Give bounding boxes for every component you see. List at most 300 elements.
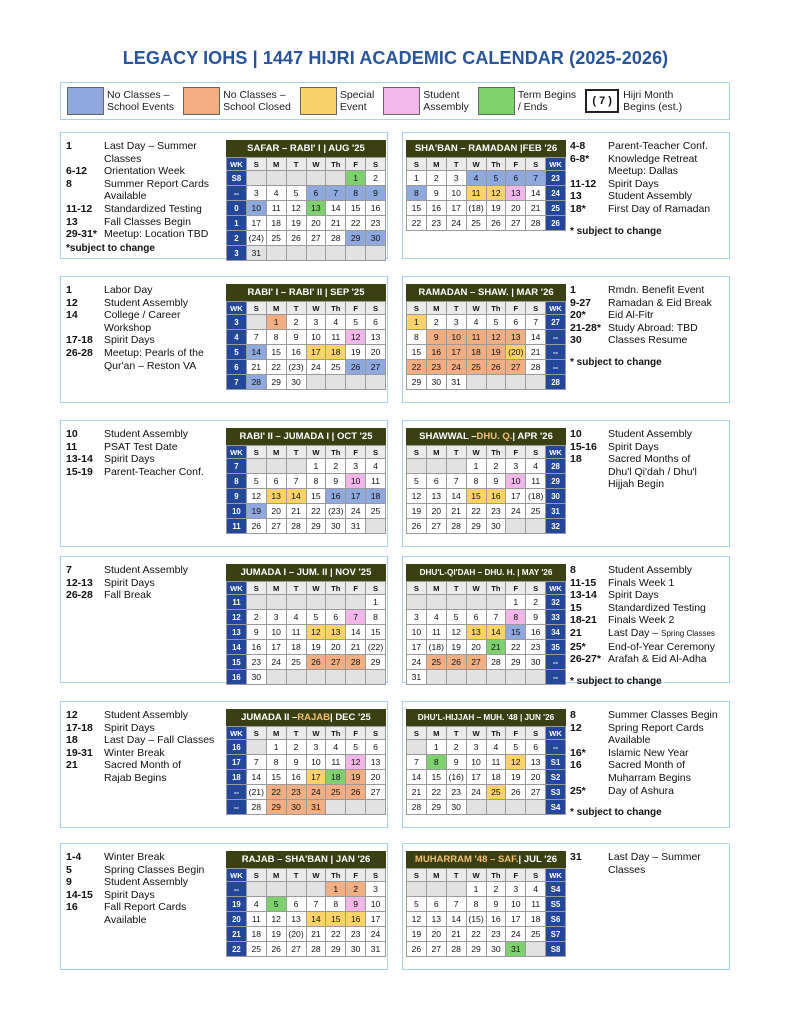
day-cell: 3 <box>446 315 466 330</box>
day-cell: 24 <box>466 785 486 800</box>
week-number: -- <box>227 785 247 800</box>
week-row <box>227 785 386 800</box>
day-cell: 28 <box>407 800 427 815</box>
day-cell: 14 <box>446 912 466 927</box>
day-cell <box>266 459 286 474</box>
month-title: JUMADA II – RAJAB | DEC '25 <box>226 709 386 726</box>
event-item <box>66 759 226 784</box>
week-row <box>227 360 386 375</box>
event-date: 9 <box>66 876 72 889</box>
week-number: 17 <box>227 755 247 770</box>
week-row <box>227 519 386 534</box>
month-calendar <box>406 140 566 231</box>
week-number: 6 <box>227 360 247 375</box>
day-cell: 18 <box>326 770 346 785</box>
day-cell <box>366 375 386 390</box>
legend-swatch <box>67 87 104 115</box>
day-cell <box>286 595 306 610</box>
event-date: 21 <box>570 626 582 639</box>
week-row <box>227 927 386 942</box>
weekday-header: W <box>306 446 326 459</box>
day-cell <box>266 171 286 186</box>
calendar-grid <box>226 581 386 685</box>
weekday-header: S <box>246 446 266 459</box>
day-cell: 7 <box>326 186 346 201</box>
day-cell: 26 <box>486 360 506 375</box>
day-cell: 29 <box>426 800 446 815</box>
day-cell: 28 <box>286 519 306 534</box>
weekday-header-row <box>227 302 386 315</box>
day-cell: 26 <box>446 655 466 670</box>
day-cell: (18) <box>426 640 446 655</box>
week-number: -- <box>546 655 566 670</box>
week-number: 27 <box>546 315 566 330</box>
week-row <box>407 770 566 785</box>
day-cell: 16 <box>526 625 546 640</box>
weekday-header: S <box>366 302 386 315</box>
day-cell: 7 <box>286 474 306 489</box>
day-cell: 29 <box>466 519 486 534</box>
week-number: -- <box>227 882 247 897</box>
event-text: Last Day – Summer Classes <box>608 851 701 876</box>
event-date: 11-12 <box>66 202 93 215</box>
weekday-header: F <box>346 582 366 595</box>
day-cell: 10 <box>366 897 386 912</box>
event-date: 13 <box>66 215 78 228</box>
day-cell: 17 <box>446 201 466 216</box>
day-cell <box>266 670 286 685</box>
day-cell: 14 <box>246 770 266 785</box>
weekday-header: S <box>407 158 427 171</box>
week-row <box>227 912 386 927</box>
week-number: -- <box>546 330 566 345</box>
day-cell <box>426 459 446 474</box>
event-date: 16 <box>66 901 78 914</box>
week-row <box>227 670 386 685</box>
week-number: 23 <box>546 171 566 186</box>
right-event-list <box>570 564 732 688</box>
weekday-header: S <box>526 158 546 171</box>
day-cell: 16 <box>286 770 306 785</box>
event-text: Winter Break <box>104 851 165 863</box>
event-item <box>570 747 732 760</box>
day-cell: 10 <box>446 186 466 201</box>
month-title-highlight: RAJAB <box>297 712 331 723</box>
day-cell: 25 <box>326 785 346 800</box>
day-cell: 11 <box>466 186 486 201</box>
event-text: Summer Report Cards Available <box>104 177 210 203</box>
event-text: Arafah & Eid Al-Adha <box>608 653 707 666</box>
day-cell: 8 <box>506 610 526 625</box>
day-cell: 16 <box>246 640 266 655</box>
day-cell: 24 <box>306 360 326 375</box>
event-text: Spirit Days <box>104 721 155 734</box>
day-cell: 6 <box>466 610 486 625</box>
week-number: 29 <box>546 474 566 489</box>
event-date: 29-31* <box>66 228 97 241</box>
week-number: S5 <box>546 897 566 912</box>
day-cell: 17 <box>306 345 326 360</box>
event-date: 18 <box>66 734 78 747</box>
day-cell: 14 <box>526 330 546 345</box>
calendar-section <box>60 132 730 259</box>
day-cell: 12 <box>346 330 366 345</box>
day-cell: 2 <box>286 315 306 330</box>
day-cell <box>526 670 546 685</box>
day-cell: 13 <box>286 912 306 927</box>
day-cell <box>506 519 526 534</box>
month-calendar <box>406 284 566 390</box>
event-text: Last Day – Summer Classes <box>104 140 197 165</box>
day-cell: 22 <box>266 360 286 375</box>
day-cell <box>486 800 506 815</box>
day-cell: 25 <box>466 360 486 375</box>
day-cell: 5 <box>246 474 266 489</box>
event-date: 14 <box>66 309 78 322</box>
day-cell: 14 <box>486 625 506 640</box>
day-cell: 9 <box>366 186 386 201</box>
event-text: Study Abroad: TBD <box>608 321 698 334</box>
week-number: -- <box>227 800 247 815</box>
day-cell <box>426 882 446 897</box>
day-cell: 13 <box>466 625 486 640</box>
day-cell <box>407 740 427 755</box>
day-cell: 21 <box>346 640 366 655</box>
day-cell: (21) <box>246 785 266 800</box>
event-item <box>66 577 226 590</box>
day-cell: 19 <box>346 770 366 785</box>
day-cell: 31 <box>446 375 466 390</box>
event-date: 8 <box>570 564 576 576</box>
event-date: 1 <box>570 284 576 296</box>
week-number: 14 <box>227 640 247 655</box>
day-cell: 6 <box>366 740 386 755</box>
day-cell: 12 <box>506 755 526 770</box>
day-cell: 8 <box>306 474 326 489</box>
day-cell <box>346 246 366 261</box>
day-cell: 12 <box>246 489 266 504</box>
weekday-header: M <box>266 302 286 315</box>
day-cell: 23 <box>366 216 386 231</box>
day-cell <box>526 800 546 815</box>
week-row <box>407 519 566 534</box>
day-cell: 14 <box>526 186 546 201</box>
week-number: 32 <box>546 595 566 610</box>
event-item <box>66 228 226 241</box>
day-cell: 17 <box>266 640 286 655</box>
day-cell: 17 <box>346 489 366 504</box>
day-cell: 9 <box>426 330 446 345</box>
week-row <box>227 231 386 246</box>
weekday-header: WK <box>546 727 566 740</box>
event-date: 16* <box>570 746 586 759</box>
week-number: 34 <box>546 625 566 640</box>
day-cell: 10 <box>506 474 526 489</box>
day-cell: 21 <box>246 360 266 375</box>
day-cell: 26 <box>506 785 526 800</box>
day-cell: 25 <box>286 655 306 670</box>
calendar-grid <box>226 726 386 815</box>
event-text: Spirit Days <box>104 334 155 347</box>
day-cell <box>506 800 526 815</box>
day-cell: 15 <box>407 345 427 360</box>
weekday-header-row <box>227 158 386 171</box>
event-item <box>570 759 732 784</box>
day-cell: 12 <box>286 201 306 216</box>
day-cell: 25 <box>366 504 386 519</box>
day-cell <box>466 595 486 610</box>
weekday-header: S <box>366 158 386 171</box>
week-row <box>407 942 566 957</box>
day-cell: 30 <box>486 942 506 957</box>
event-text: Spirit Days <box>104 888 155 901</box>
day-cell: 30 <box>286 375 306 390</box>
weekday-header: Th <box>326 727 346 740</box>
event-item <box>66 453 226 466</box>
event-item <box>570 334 732 347</box>
week-number: 9 <box>227 489 247 504</box>
day-cell <box>246 882 266 897</box>
day-cell: 14 <box>407 770 427 785</box>
day-cell: 4 <box>466 171 486 186</box>
weekday-header: M <box>426 302 446 315</box>
day-cell: 22 <box>306 504 326 519</box>
day-cell: 2 <box>286 740 306 755</box>
day-cell: 15 <box>506 625 526 640</box>
day-cell: 8 <box>346 186 366 201</box>
event-date: 12 <box>570 721 582 734</box>
event-date: 26-28 <box>66 346 93 359</box>
day-cell: 25 <box>326 360 346 375</box>
week-number: 0 <box>227 201 247 216</box>
day-cell: 21 <box>326 216 346 231</box>
weekday-header: S <box>407 582 427 595</box>
week-row <box>227 882 386 897</box>
day-cell: 27 <box>326 655 346 670</box>
week-row <box>227 897 386 912</box>
week-row <box>407 489 566 504</box>
day-cell: (18) <box>526 489 546 504</box>
week-number: 7 <box>227 459 247 474</box>
day-cell: 4 <box>426 610 446 625</box>
month-calendar <box>406 564 566 685</box>
legend-swatch <box>478 87 515 115</box>
event-item <box>570 709 732 722</box>
weekday-header: WK <box>227 869 247 882</box>
weekday-header: WK <box>546 446 566 459</box>
day-cell: 20 <box>466 640 486 655</box>
day-cell: 10 <box>346 474 366 489</box>
day-cell: 15 <box>426 770 446 785</box>
day-cell: 11 <box>286 625 306 640</box>
weekday-header: F <box>506 869 526 882</box>
day-cell: 10 <box>446 330 466 345</box>
day-cell <box>466 670 486 685</box>
day-cell: 31 <box>246 246 266 261</box>
day-cell <box>286 882 306 897</box>
day-cell: 10 <box>506 897 526 912</box>
day-cell: 23 <box>486 504 506 519</box>
event-text: Student Assembly <box>608 428 693 440</box>
month-title-highlight: DHU. Q. <box>476 431 513 442</box>
weekday-header: M <box>426 158 446 171</box>
weekday-header-row <box>407 869 566 882</box>
day-cell: 16 <box>326 489 346 504</box>
weekday-header: W <box>306 158 326 171</box>
event-item <box>66 441 226 454</box>
week-row <box>407 625 566 640</box>
day-cell: 31 <box>346 519 366 534</box>
day-cell: 7 <box>486 610 506 625</box>
week-row <box>407 595 566 610</box>
event-date: 26-28 <box>66 589 93 602</box>
day-cell: 13 <box>426 912 446 927</box>
event-date: 17-18 <box>66 721 93 734</box>
day-cell: (20) <box>506 345 526 360</box>
day-cell: 15 <box>306 489 326 504</box>
day-cell: 12 <box>266 912 286 927</box>
week-number: 10 <box>227 504 247 519</box>
day-cell: 1 <box>326 882 346 897</box>
weekday-header: S <box>526 582 546 595</box>
weekday-header: T <box>446 446 466 459</box>
day-cell <box>306 882 326 897</box>
weekday-header: F <box>346 727 366 740</box>
legend-item <box>183 87 291 115</box>
event-text: Sacred Month of Rajab Begins <box>104 759 182 784</box>
event-item <box>570 284 732 297</box>
day-cell: 9 <box>486 474 506 489</box>
day-cell: 6 <box>266 474 286 489</box>
day-cell: 17 <box>306 770 326 785</box>
event-item <box>570 614 732 627</box>
day-cell: 5 <box>486 315 506 330</box>
day-cell <box>407 595 427 610</box>
weekday-header: WK <box>227 727 247 740</box>
day-cell: 29 <box>466 942 486 957</box>
day-cell <box>506 670 526 685</box>
month-title: DHU'L-HIJJAH – MUH. '48 | JUN '26 <box>406 709 566 726</box>
day-cell: 25 <box>246 942 266 957</box>
week-row <box>227 595 386 610</box>
day-cell <box>306 670 326 685</box>
legend-label: No Classes – School Closed <box>223 89 291 113</box>
day-cell: 4 <box>466 315 486 330</box>
event-text: Eid Al-Fitr <box>608 309 654 322</box>
day-cell <box>506 375 526 390</box>
day-cell: 3 <box>506 882 526 897</box>
event-text: First Day of Ramadan <box>608 202 711 215</box>
legend-hijri-marker: ( 7 ) <box>585 89 619 113</box>
day-cell: 15 <box>266 770 286 785</box>
event-date: 14-15 <box>66 888 93 901</box>
day-cell: 25 <box>266 231 286 246</box>
weekday-header: T <box>286 727 306 740</box>
subject-to-change-note: * subject to change <box>570 225 662 237</box>
day-cell <box>246 740 266 755</box>
day-cell: 31 <box>366 942 386 957</box>
day-cell: 11 <box>266 201 286 216</box>
week-number: 8 <box>227 474 247 489</box>
page-title: LEGACY IOHS | 1447 HIJRI ACADEMIC CALENDAR (2025-2026) <box>122 48 669 68</box>
day-cell <box>346 375 366 390</box>
week-row <box>407 655 566 670</box>
weekday-header: F <box>506 158 526 171</box>
week-number: 1 <box>227 216 247 231</box>
weekday-header: S <box>366 446 386 459</box>
weekday-header: W <box>466 446 486 459</box>
event-date: 10 <box>66 428 78 440</box>
day-cell: 9 <box>286 330 306 345</box>
week-row <box>407 315 566 330</box>
day-cell: 8 <box>407 330 427 345</box>
day-cell: 24 <box>266 655 286 670</box>
day-cell: 29 <box>266 375 286 390</box>
day-cell: 28 <box>246 800 266 815</box>
event-date: 31 <box>570 851 582 863</box>
day-cell <box>286 171 306 186</box>
week-number: 30 <box>546 489 566 504</box>
day-cell: 30 <box>246 670 266 685</box>
day-cell: 4 <box>526 459 546 474</box>
event-text: Finals Week 1 <box>608 576 675 589</box>
day-cell: 20 <box>266 504 286 519</box>
day-cell <box>326 595 346 610</box>
weekday-header: T <box>286 302 306 315</box>
week-row <box>407 474 566 489</box>
event-text: Winter Break <box>104 746 165 759</box>
day-cell: 5 <box>407 474 427 489</box>
month-title: SAFAR – RABI' I | AUG '25 <box>226 140 386 157</box>
month-title: RABI' I – RABI' II | SEP '25 <box>226 284 386 301</box>
day-cell: 13 <box>306 201 326 216</box>
day-cell: 19 <box>306 640 326 655</box>
day-cell: 6 <box>326 610 346 625</box>
day-cell: 24 <box>506 927 526 942</box>
day-cell: 10 <box>246 201 266 216</box>
day-cell: 8 <box>466 474 486 489</box>
event-text: Spirit Days <box>104 453 155 466</box>
day-cell: 30 <box>426 375 446 390</box>
day-cell: 7 <box>246 330 266 345</box>
weekday-header: Th <box>486 582 506 595</box>
week-row <box>407 927 566 942</box>
day-cell: 30 <box>446 800 466 815</box>
day-cell: 9 <box>326 474 346 489</box>
event-text: Last Day – Fall Classes <box>104 734 215 747</box>
event-item <box>570 441 732 454</box>
day-cell <box>426 670 446 685</box>
event-date: 6-12 <box>66 165 88 178</box>
day-cell: 1 <box>306 459 326 474</box>
calendar-grid <box>226 868 386 957</box>
day-cell: 2 <box>426 171 446 186</box>
week-row <box>407 785 566 800</box>
weekday-header: M <box>266 869 286 882</box>
event-date: 1 <box>66 284 72 296</box>
event-item <box>66 347 226 372</box>
event-item <box>66 334 226 347</box>
day-cell: 21 <box>407 785 427 800</box>
day-cell <box>286 246 306 261</box>
day-cell: 5 <box>506 740 526 755</box>
day-cell: 4 <box>266 186 286 201</box>
weekday-header-row <box>227 446 386 459</box>
week-row <box>227 246 386 261</box>
week-row <box>227 942 386 957</box>
legend-label: Student Assembly <box>423 89 469 113</box>
event-date: 21-28* <box>570 321 601 334</box>
